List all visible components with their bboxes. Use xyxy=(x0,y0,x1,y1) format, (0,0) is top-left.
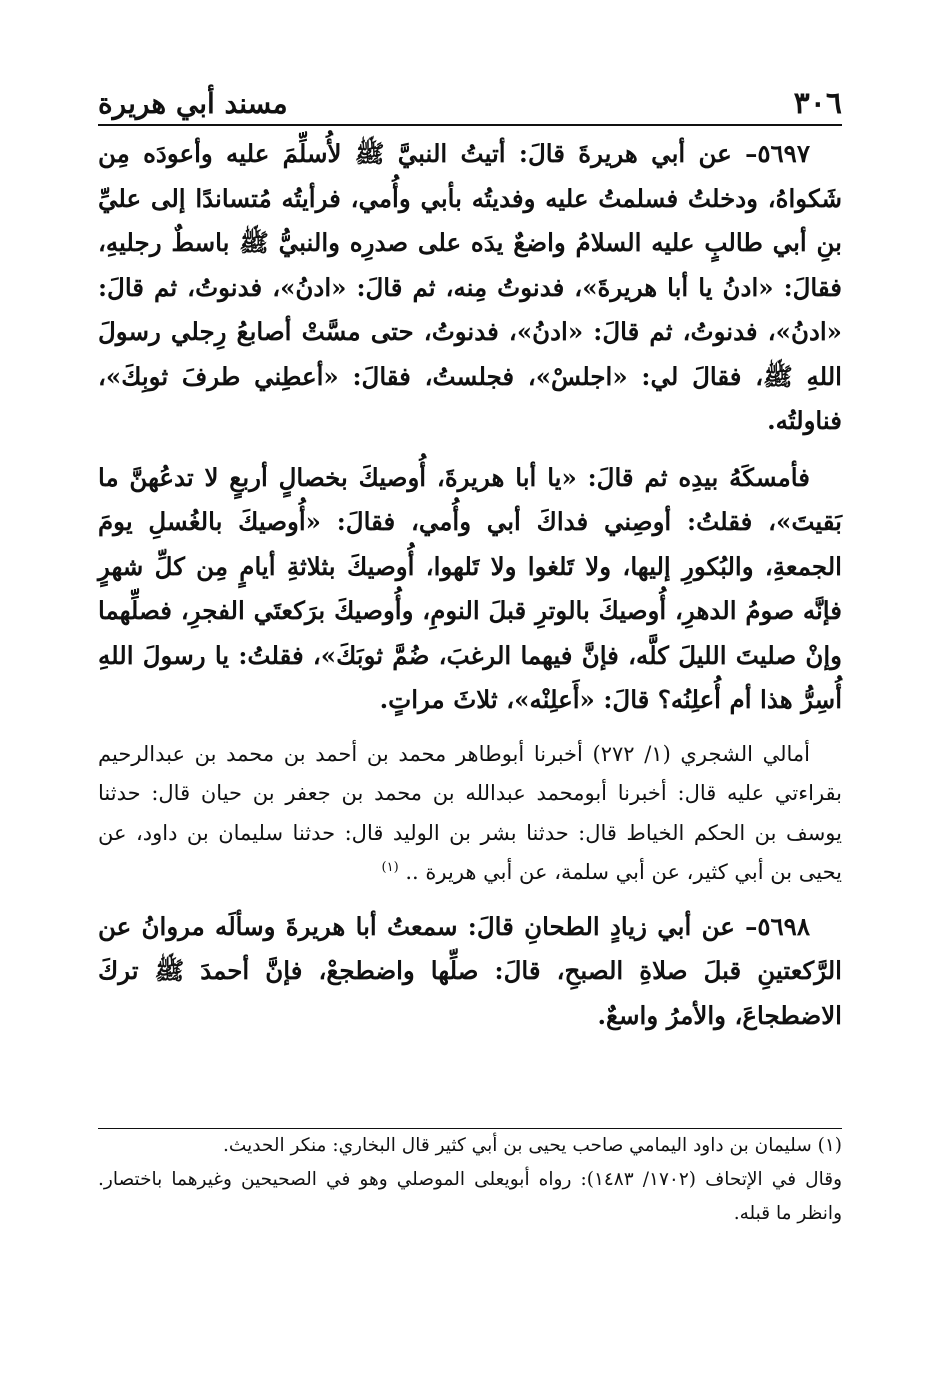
hadith-5697-paragraph-2: فأمسكَهُ بيدِه ثم قالَ: «يا أبا هريرةَ، أُوصيكَ بخصالٍ أربعٍ لا تدعُهنَّ ما بَقيتَ»، فقلتُ: أوصِني فداكَ أبي وأُمي، فقالَ: «أُوصيكَ بالغُسلِ يومَ الجمعةِ، والبُكورِ إليها، ولا تَلغوا ولا تَلهوا، أُوصيكَ بثلاثةِ أيامٍ مِن كلِّ شهرٍ فإنَّه صومُ الدهرِ، أُوصيكَ بالوترِ قبلَ النومِ، وأُوصيكَ برَكعتَي الفجرِ، فصلِّهما وإنْ صليتَ الليلَ كلَّه، فإنَّ فيهما الرغبَ، ضُمَّ ثوبَكَ»، فقلتُ: يا رسولَ اللهِ أُسِرُّ هذا أم أُعلِنُه؟ قالَ: «أَعلِنْه»، ثلاثَ مراتٍ. xyxy=(98,462,842,714)
hadith-5697-source xyxy=(98,735,842,893)
footnote-ref[interactable]: (١) xyxy=(381,860,399,875)
page-number: ٣٠٦ xyxy=(793,86,842,121)
page-header xyxy=(98,78,842,126)
running-title: مسند أبي هريرة xyxy=(98,87,288,120)
footnote-1: (١) سليمان بن داود اليمامي صاحب يحيى بن أبي كثير قال البخاري: منكر الحديث. xyxy=(223,1135,842,1156)
hadith-5697-paragraph-1: ٥٦٩٧– عن أبي هريرةَ قالَ: أتيتُ النبيَّ ﷺ لأُسلِّمَ عليه وأعودَه مِن شَكواهُ، ودخلتُ فسلمتُ عليه وفديتُه بأبي وأُمي، فرأيتُه مُتساندًا إلى عليِّ بنِ أبي طالبٍ عليه السلامُ واضعٌ يدَه على صدرِه والنبيُّ ﷺ باسطٌ رجليهِ، فقالَ: «ادنُ يا أبا هريرةَ»، فدنوتُ مِنه، ثم قالَ: «ادنُ»، فدنوتُ، ثم قالَ: «ادنُ»، فدنوتُ، ثم قالَ: «ادنُ»، فدنوتُ، حتى مسَّتْ أصابعُ رِجلي رسولَ اللهِ ﷺ، فقالَ لي: «اجلسْ»، فجلستُ، فقالَ: «أعطِني طرفَ ثوبِكَ»، فناولتُه. xyxy=(98,139,842,435)
footnote-1-continued: وقال في الإتحاف (١٧٠٢/ ١٤٨٣): رواه أبويعلى الموصلي وهو في الصحيحين وغيرهما باختصار. وانظر ما قبله. xyxy=(98,1169,843,1224)
source-text: أمالي الشجري (١/ ٢٧٢) أخبرنا أبوطاهر محمد بن أحمد بن محمد بن عبدالرحيم بقراءتي عليه قال: أخبرنا أبومحمد عبدالله بن محمد بن جعفر بن حيان قال: حدثنا يوسف بن الحكم الخياط قال: حدثنا بشر بن الوليد قال: حدثنا سليمان بن داود، عن يحيى بن أبي كثير، عن أبي سلمة، عن أبي هريرة .. xyxy=(98,741,842,884)
footnotes-section xyxy=(98,1128,842,1231)
page-body xyxy=(98,132,842,1038)
hadith-5698-paragraph: ٥٦٩٨– عن أبي زيادٍ الطحانِ قالَ: سمعتُ أبا هريرةَ وسألَه مروانُ عن الرَّكعتينِ قبلَ صلاةِ الصبحِ، قالَ: صلِّها واضطجعْ، فإنَّ أحمدَ ﷺ تركَ الاضطجاعَ، والأمرُ واسعٌ. xyxy=(98,911,842,1030)
